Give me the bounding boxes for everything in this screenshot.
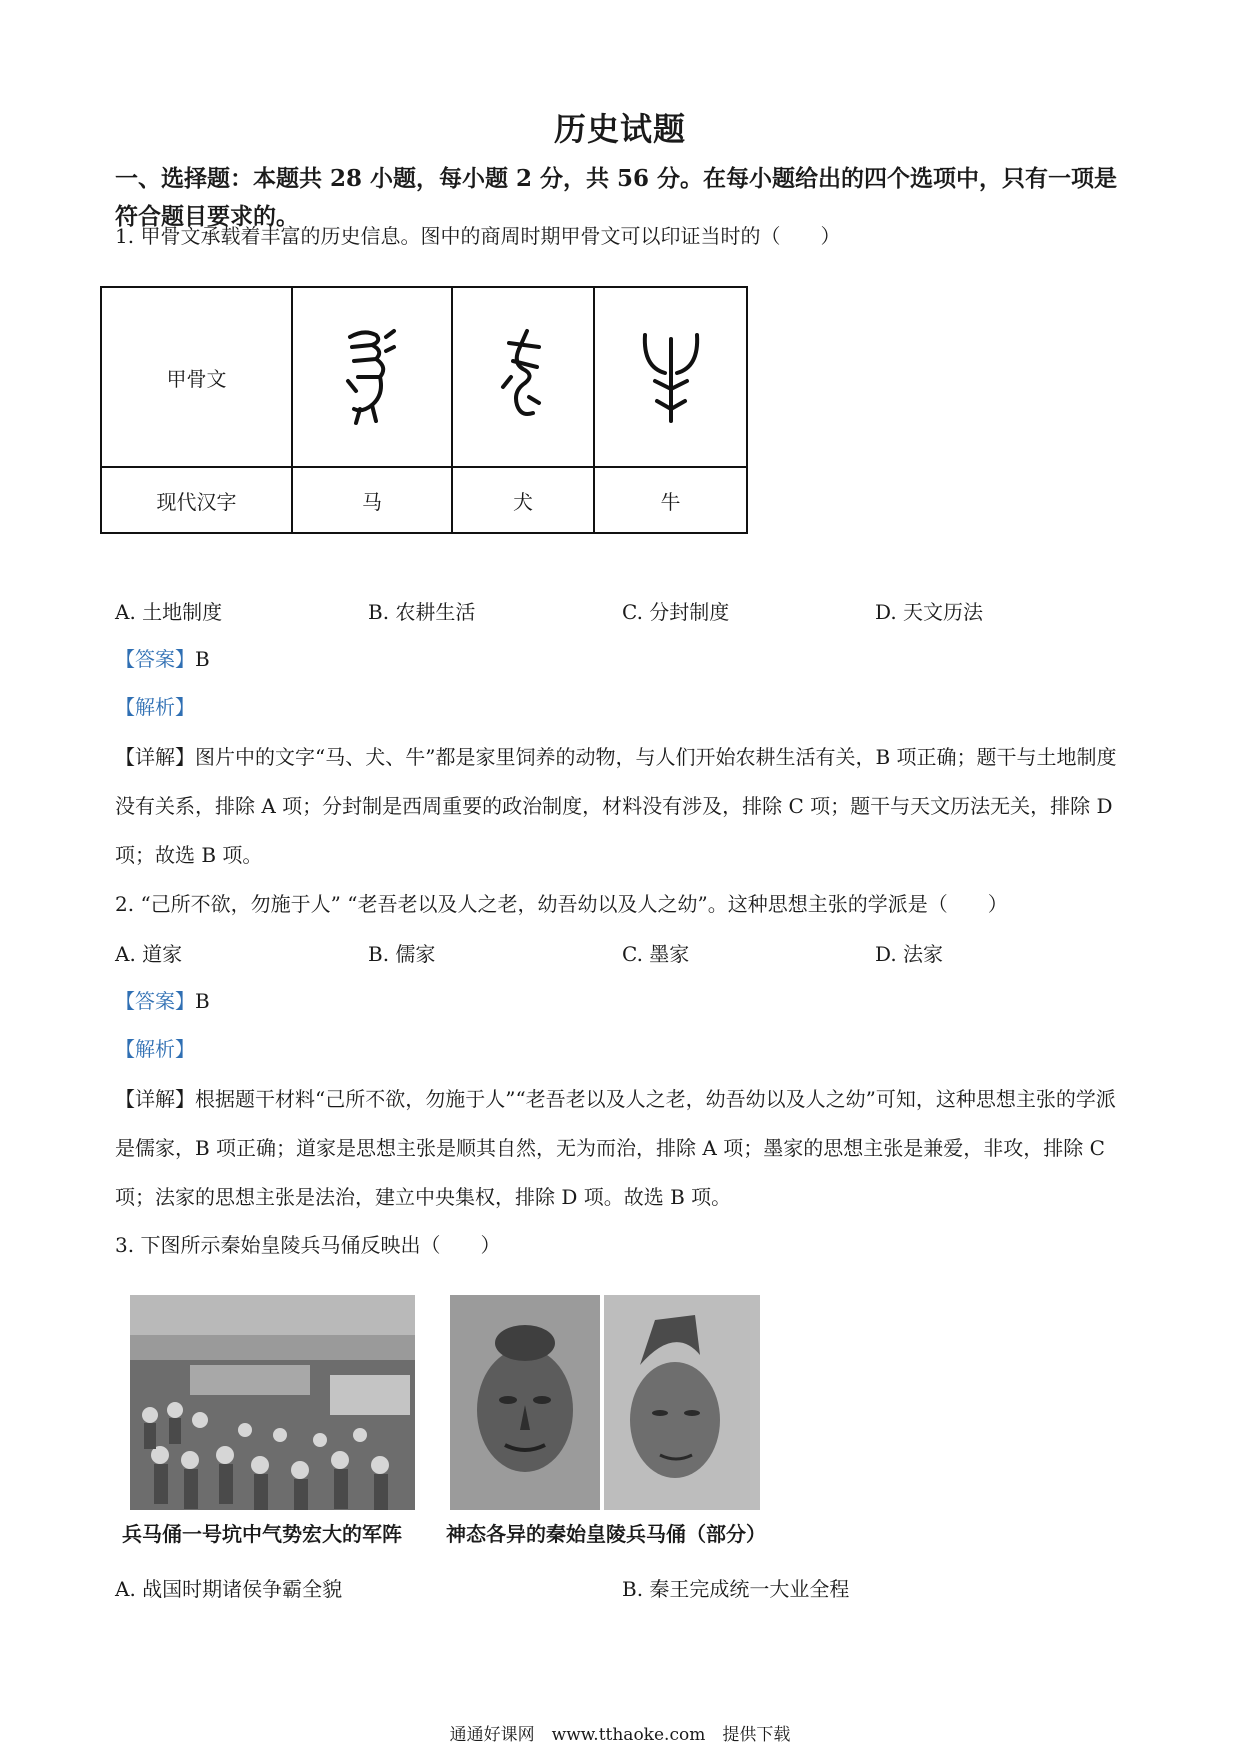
q2-analysis [115, 1035, 1135, 1063]
oracle-glyph-cell [452, 287, 594, 467]
answer-value: B [195, 647, 210, 671]
answer-tag: 【答案】 [115, 647, 195, 671]
detail-text: 图片中的文字“马、犬、牛”都是家里饲养的动物，与人们开始农耕生活有关，B 项正确；题干与土地制度没有关系，排除 A 项；分封制是西周重要的政治制度，材料没有涉及，排除 C 项；题干与天文历法无关，排除 D 项；故选 B 项。 [115, 745, 1117, 867]
q3-option-a: A. 战国时期诸侯争霸全貌 [115, 1577, 343, 1601]
q2-option-a: A. 道家 [115, 942, 183, 966]
q2-option-c: C. 墨家 [622, 942, 690, 966]
modern-char-cell: 马 [292, 467, 452, 533]
q2-answer [115, 987, 1135, 1015]
section-heading: 一、选择题：本题共 28 小题，每小题 2 分，共 56 分。在每小题给出的四个选项中，只有一项是符合题目要求的。 [115, 165, 1118, 230]
q1-answer [115, 645, 1135, 673]
oracle-ox-glyph-icon [631, 317, 711, 437]
modern-char-cell: 犬 [452, 467, 594, 533]
photo-caption-right: 神态各异的秦始皇陵兵马俑（部分） [446, 1522, 766, 1546]
answer-tag: 【答案】 [115, 989, 195, 1013]
oracle-dog-glyph-icon [483, 317, 563, 437]
page-footer: 通通好课网 www.tthaoke.com 提供下载 [449, 1725, 791, 1745]
q1-option-b: B. 农耕生活 [368, 600, 476, 624]
modern-char-row-label: 现代汉字 [101, 467, 292, 533]
analysis-tag: 【解析】 [115, 1037, 195, 1061]
oracle-glyph-cell [594, 287, 747, 467]
terracotta-warrior-faces-photo [450, 1295, 760, 1510]
detail-tag: 【详解】 [115, 1087, 195, 1111]
q1-option-d: D. 天文历法 [875, 600, 984, 624]
page-title: 历史试题 [553, 110, 686, 148]
q3-stem: 3. 下图所示秦始皇陵兵马俑反映出（ ） [115, 1233, 501, 1257]
oracle-bone-table [100, 286, 748, 534]
oracle-row-label: 甲骨文 [101, 287, 292, 467]
q1-stem: 1. 甲骨文承载着丰富的历史信息。图中的商周时期甲骨文可以印证当时的（ ） [115, 224, 841, 248]
oracle-horse-glyph-icon [332, 317, 412, 437]
q1-option-c: C. 分封制度 [622, 600, 730, 624]
oracle-glyph-cell [292, 287, 452, 467]
detail-text: 根据题干材料“己所不欲，勿施于人”“老吾老以及人之老，幼吾幼以及人之幼”可知，这种思想主张的学派是儒家，B 项正确；道家是思想主张是顺其自然，无为而治，排除 A 项；墨家的思想主张是兼爱，非攻，排除 C 项；法家的思想主张是法治，建立中央集权，排除 D 项。故选 B 项。 [115, 1087, 1116, 1209]
q3-option-b: B. 秦王完成统一大业全程 [622, 1577, 850, 1601]
q2-detail [115, 1075, 1135, 1222]
q1-detail [115, 733, 1135, 880]
answer-value: B [195, 989, 210, 1013]
photo-caption-left: 兵马俑一号坑中气势宏大的军阵 [122, 1522, 402, 1546]
q2-stem: 2. “己所不欲，勿施于人” “老吾老以及人之老，幼吾幼以及人之幼”。这种思想主张的学派是（ ） [115, 892, 1008, 916]
q2-option-d: D. 法家 [875, 942, 944, 966]
terracotta-warrior-faces-image [450, 1295, 760, 1510]
modern-char-cell: 牛 [594, 467, 747, 533]
detail-tag: 【详解】 [115, 745, 195, 769]
q1-analysis [115, 693, 1135, 721]
terracotta-army-pit-image [130, 1295, 415, 1510]
q1-option-a: A. 土地制度 [115, 600, 223, 624]
terracotta-army-pit-photo [130, 1295, 415, 1510]
q2-option-b: B. 儒家 [368, 942, 436, 966]
analysis-tag: 【解析】 [115, 695, 195, 719]
